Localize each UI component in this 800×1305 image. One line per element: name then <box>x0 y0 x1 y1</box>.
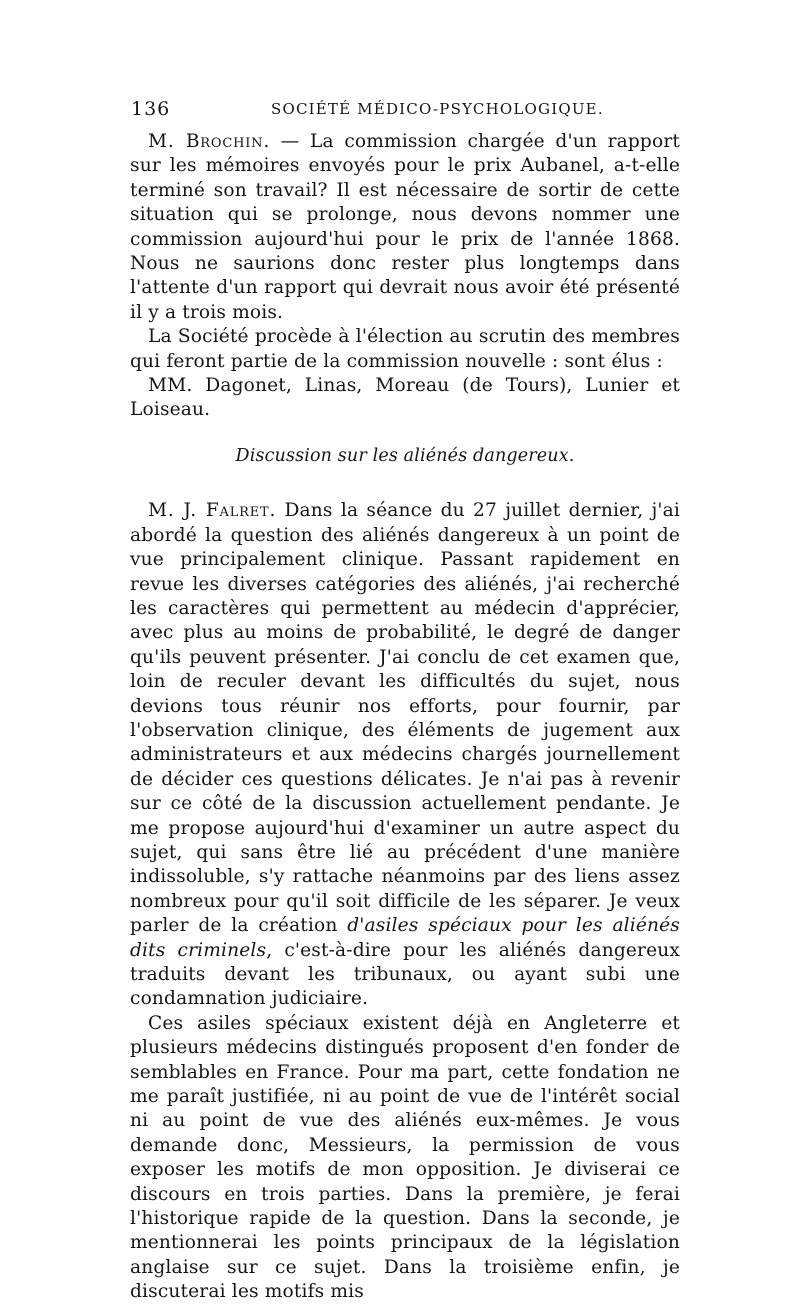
body-text <box>130 130 680 1305</box>
section-title: Discussion sur les aliénés dangereux. <box>235 445 575 466</box>
running-head: SOCIÉTÉ MÉDICO-PSYCHOLOGIQUE. <box>271 100 604 118</box>
speaker-name: M. J. Falret. <box>148 500 277 522</box>
paragraph-election <box>130 325 680 374</box>
paragraph-asiles <box>130 1012 680 1305</box>
speaker-name: M. Brochin. <box>148 131 271 152</box>
paragraph-text: Ces asiles spéciaux existent déjà en Angleterre et plusieurs médecins distingués proposent d'en fonder de semblables en France. Pour ma part, cette fondation ne me paraît justifiée, ni au point de vue de l'intérêt social ni au point de vue des aliénés eux-mêmes. Je vous demande donc, Messieurs, la permission de vous exposer les motifs de mon opposition. Je diviserai ce discours en trois parties. Dans la première, je ferai l'historique rapide de la question. Dans la seconde, je mentionnerai les points principaux de la législation anglaise sur ce sujet. Dans la troisième enfin, je discuterai les motifs mis <box>130 1012 680 1303</box>
italic-phrase: d'asiles spéciaux pour les aliénés dits criminels <box>130 915 680 961</box>
paragraph-text-continued: , c'est-à-dire pour les aliénés dangereux traduits devant les tribunaux, ou ayant subi une condamnation judiciaire. <box>130 939 680 1010</box>
members-elected <box>130 374 680 423</box>
paragraph-text: La Société procède à l'élection au scrutin des membres qui feront partie de la commission nouvelle : sont élus : <box>130 326 680 372</box>
paragraph-text: — La commission chargée d'un rapport sur les mémoires envoyés pour le prix Aubanel, a-t-elle terminé son travail? Il est nécessaire de sortir de cette situation qui se prolonge, nous devons nommer une commission aujourd'hui pour le prix de l'année 1868. Nous ne saurions donc rester plus longtemps dans l'attente d'un rapport qui devrait nous avoir été présenté il y a trois mois. <box>130 131 680 323</box>
page-number: 136 <box>131 98 171 120</box>
page-header <box>131 98 679 124</box>
paragraph-text: Dans la séance du 27 juillet dernier, j'ai abordé la question des aliénés dangereux à un point de vue principalement clinique. Passant rapidement en revue les diverses catégories des aliénés, j'ai recherché les caractères qui permettent au médecin d'apprécier, avec plus au moins de probabilité, le degré de danger qu'ils peuvent présenter. J'ai conclu de cet examen que, loin de reculer devant les difficultés du sujet, nous devions tous réunir nos efforts, pour fournir, par l'observation clinique, des éléments de jugement aux administrateurs et aux médecins chargés journellement de décider ces questions délicates. Je n'ai pas à revenir sur ce côté de la discussion actuellement pendante. Je me propose aujourd'hui d'examiner un autre aspect du sujet, qui sans être lié au précédent d'une manière indissoluble, s'y rattache néanmoins par des liens assez nombreux pour qu'il soit difficile de les séparer. Je veux parler de la création <box>130 500 681 937</box>
members-text: MM. Dagonet, Linas, Moreau (de Tours), Lunier et Loiseau. <box>130 375 680 421</box>
paragraph-brochin <box>130 130 680 325</box>
paragraph-falret <box>130 499 680 1012</box>
